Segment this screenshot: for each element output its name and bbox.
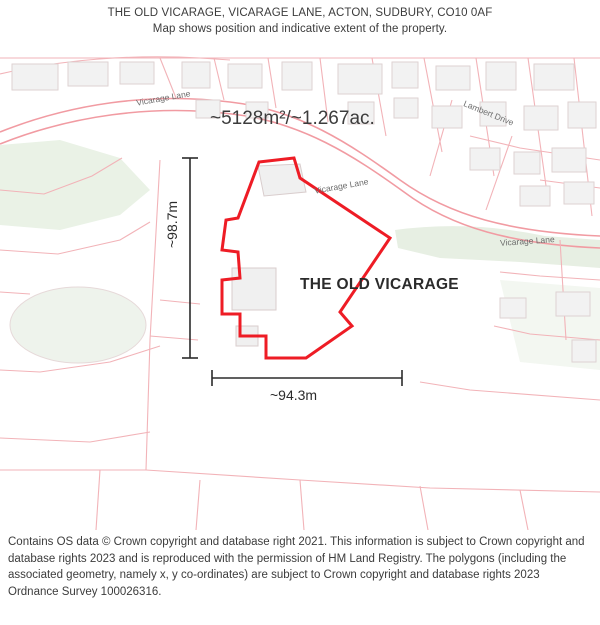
street-label-vicarage-lane-2: Vicarage Lane xyxy=(313,176,370,196)
street-label-lambert-drive: Lambert Drive xyxy=(462,98,516,128)
area-measurement-label: ~5128m²/~1.267ac. xyxy=(210,108,375,129)
map-header xyxy=(0,0,600,42)
vertical-dimension-label: ~98.7m xyxy=(164,200,180,248)
street-label-vicarage-lane-3: Vicarage Lane xyxy=(499,234,555,248)
copyright-notice: Contains OS data © Crown copyright and database right 2021. This information is subject to Crown copyright and database rights 2023 and is reproduced with the permission of HM Land Registry. The polygons (including the associated geometry, namely x, y co-ordinates) are subject to Crown copyright and database rights 2023 Ordnance Survey 100026316. xyxy=(8,536,585,598)
map-canvas[interactable] xyxy=(0,40,600,530)
property-buildings xyxy=(232,164,306,346)
street-label-vicarage-lane-1: Vicarage Lane xyxy=(135,88,192,108)
property-address: THE OLD VICARAGE, VICARAGE LANE, ACTON, SUDBURY, CO10 0AF xyxy=(107,7,493,19)
property-name-label: THE OLD VICARAGE xyxy=(300,276,459,293)
map-description: Map shows position and indicative extent of the property. xyxy=(152,23,448,35)
horizontal-dimension-label: ~94.3m xyxy=(270,387,318,403)
